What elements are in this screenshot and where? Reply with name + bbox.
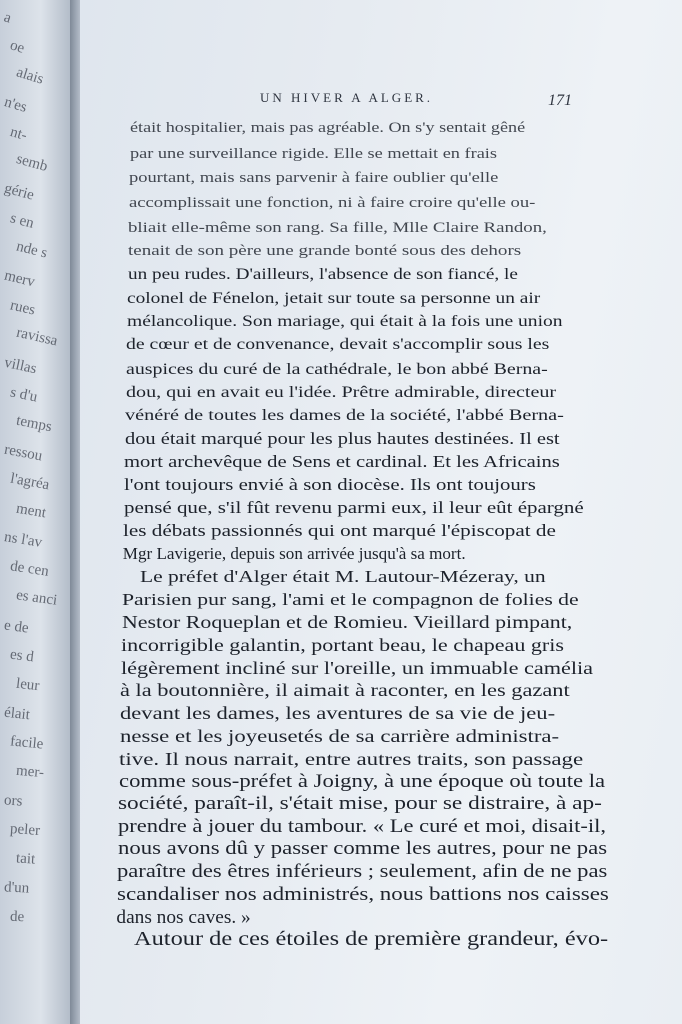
left-page-fragment: de cen [9, 558, 50, 580]
text-line: Mgr Lavigerie, depuis son arrivée jusqu'à sa mort. [122, 543, 466, 563]
text-line: scandaliser nos administrés, nous battions nos caisses [116, 884, 609, 906]
text-line: dans nos caves. » [116, 906, 251, 928]
left-page-fragment: ravissa [14, 324, 60, 350]
text-line: légèrement incliné sur l'oreille, un immuable camélia [120, 657, 593, 678]
left-page-fragment: ressou [2, 441, 44, 465]
text-line: un peu rudes. D'ailleurs, l'absence de son fiancé, le [127, 266, 518, 284]
text-line: devant les dames, les aventures de sa vie de jeu- [120, 702, 556, 723]
left-page-fragment: a [1, 9, 14, 27]
left-page-fragment: gérie [2, 180, 36, 204]
text-line: dou, qui en avait eu l'idée. Prêtre admirable, directeur [125, 383, 556, 401]
left-page-fragment: élait [3, 704, 31, 724]
left-page [0, 0, 74, 1024]
right-page [80, 0, 682, 1024]
left-page-fragment: es anci [15, 587, 59, 609]
left-page-fragment: semb [14, 151, 50, 175]
text-line: paraître des êtres inférieurs ; seulement, afin de ne pas [117, 860, 608, 882]
text-line: accomplissait une fonction, ni à faire croire qu'elle ou- [128, 194, 536, 211]
left-page-fragment: rues [8, 297, 37, 319]
left-page-fragment: ors [3, 792, 23, 810]
left-page-fragment: facile [9, 733, 45, 753]
left-page-fragment: oe [8, 37, 27, 57]
text-line: prendre à jouer du tambour. « Le curé et moi, disait-il, [118, 815, 606, 837]
text-line: nesse et les joyeusetés de sa carrière administra- [119, 725, 559, 746]
text-line: était hospitalier, mais pas agréable. On s'y sentait gêné [130, 120, 526, 136]
left-page-fragment: s d'u [8, 384, 39, 406]
text-line: par une surveillance rigide. Elle se mettait en frais [129, 145, 497, 162]
left-page-fragment: merv [2, 267, 37, 291]
text-line: Parisien pur sang, l'ami et le compagnon de folies de [122, 589, 579, 609]
text-line: à la boutonnière, il aimait à raconter, en les gazant [120, 680, 571, 701]
left-page-fragment: d'un [3, 879, 30, 897]
text-line: Le préfet d'Alger était M. Lautour-Mézeray, un [140, 566, 547, 586]
left-page-fragment: tait [15, 850, 36, 868]
text-line: de cœur et de convenance, devait s'accomplir sous les [126, 336, 550, 354]
left-page-fragment: l'agréa [8, 470, 51, 494]
left-page-fragment: ns l'av [3, 529, 44, 551]
left-page-fragment: nde s [14, 238, 49, 262]
text-line: tenait de son père une grande bonté sous des dehors [128, 242, 522, 260]
text-line: pourtant, mais sans parvenir à faire oublier qu'elle [129, 170, 499, 187]
text-line: bliait elle-même son rang. Sa fille, Mlle Claire Randon, [128, 219, 548, 236]
text-line: comme sous-préfet à Joigny, à une époque où toute la [118, 771, 605, 792]
left-page-fragment: temps [14, 412, 54, 436]
text-line: dou était marqué pour les plus hautes destinées. Il est [124, 429, 560, 449]
page-number: 171 [548, 92, 572, 109]
running-head: UN HIVER A ALGER. [260, 90, 434, 105]
left-page-fragment: nt- [8, 124, 29, 145]
text-line: pensé que, s'il fût revenu parmi eux, il leur eût épargné [123, 498, 584, 518]
left-page-fragment: peler [9, 820, 41, 840]
text-line: l'ont toujours envié à son diocèse. Ils ont toujours [124, 475, 536, 495]
text-line: mort archevêque de Sens et cardinal. Et les Africains [124, 452, 561, 472]
left-page-fragment: de [9, 908, 25, 926]
text-line: mélancolique. Son mariage, qui était à la fois une union [126, 313, 563, 331]
text-line: société, paraît-il, s'était mise, pour se distraire, à ap- [118, 793, 603, 815]
left-page-fragment: n'es [2, 94, 29, 116]
text-line: Nestor Roqueplan et de Romieu. Vieillard pimpant, [121, 612, 572, 633]
left-page-fragment: leur [15, 675, 41, 695]
left-page-fragment: villas [2, 354, 38, 378]
left-page-fragment: ment [14, 500, 48, 522]
text-line: nous avons dû y passer comme les autres, pour ne pas [117, 838, 607, 860]
text-line: incorrigible galantin, portant beau, le chapeau gris [121, 635, 565, 655]
text-line: tive. Il nous narrait, entre autres traits, son passage [119, 749, 584, 770]
left-page-fragment: mer- [15, 762, 45, 782]
text-line: Autour de ces étoiles de première grandeur, évo- [134, 929, 609, 950]
left-page-fragment: es d [9, 646, 35, 666]
text-line: auspices du curé de la cathédrale, le bon abbé Berna- [126, 360, 548, 378]
left-page-fragment: alais [14, 64, 46, 88]
left-page-fragment: e de [3, 617, 30, 637]
text-line: les débats passionnés qui ont marqué l'épiscopat de [123, 521, 557, 541]
text-line: vénéré de toutes les dames de la société, l'abbé Berna- [125, 406, 565, 425]
text-line: colonel de Fénelon, jetait sur toute sa personne un air [127, 289, 541, 307]
left-page-fragment: s en [8, 210, 36, 232]
